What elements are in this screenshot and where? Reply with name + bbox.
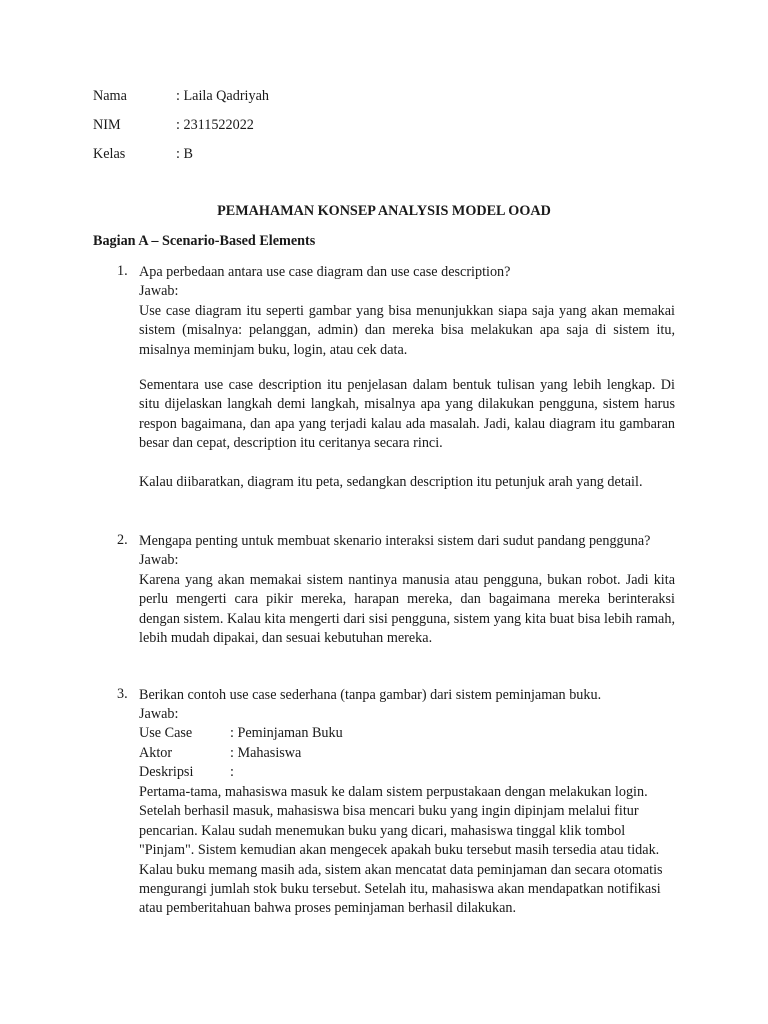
- kelas-label: Kelas: [93, 146, 126, 162]
- section-heading: Bagian A – Scenario-Based Elements: [93, 233, 316, 249]
- aktor-value: : Mahasiswa: [230, 745, 302, 761]
- q1-answer-p2-block: [139, 376, 675, 454]
- q1-jawab: Jawab:: [139, 283, 179, 300]
- deskripsi-label: Deskripsi: [139, 764, 194, 780]
- q1-question: Apa perbedaan antara use case diagram dan use case description?: [139, 264, 511, 280]
- q3-question: Berikan contoh use case sederhana (tanpa gambar) dari sistem peminjaman buku.: [139, 687, 602, 703]
- q1-block: [139, 263, 675, 360]
- usecase-label: Use Case: [139, 725, 193, 741]
- q2-answer-p1: Karena yang akan memakai sistem nantinya manusia atau pengguna, bukan robot. Jadi kita perlu mengerti cara pikir mereka, harapan mereka, dan bagaimana mereka berinteraksi dengan sistem. Kalau kita mengerti dari sisi pengguna, sistem yang kita buat bisa lebih ramah, lebih mudah dipakai, dan sesuai kebutuhan mereka.: [139, 571, 675, 647]
- q1-answer-p3: Kalau diibaratkan, diagram itu peta, sedangkan description itu petunjuk arah yang detail.: [139, 474, 643, 490]
- q3-jawab: Jawab:: [139, 706, 179, 723]
- nama-value: : Laila Qadriyah: [176, 88, 269, 104]
- q1-answer-p1: Use case diagram itu seperti gambar yang bisa menunjukkan siapa saja yang akan memakai sistem (misalnya: pelanggan, admin) dan mereka bisa melakukan apa saja di sistem itu, misalnya meminjam buku, login, atau cek data.: [139, 302, 675, 358]
- q1-number: 1.: [117, 263, 128, 279]
- usecase-value: : Peminjaman Buku: [230, 725, 343, 741]
- q2-jawab: Jawab:: [139, 552, 179, 569]
- q3-answer-block: [139, 783, 675, 919]
- aktor-label: Aktor: [139, 745, 173, 761]
- nim-value: : 2311522022: [176, 117, 254, 133]
- q1-answer-p3-block: [139, 473, 675, 492]
- document-title: PEMAHAMAN KONSEP ANALYSIS MODEL OOAD: [217, 203, 551, 219]
- q2-number: 2.: [117, 532, 128, 548]
- nim-label: NIM: [93, 117, 121, 133]
- q3-answer-p1: Pertama-tama, mahasiswa masuk ke dalam sistem perpustakaan dengan melakukan login. Setelah berhasil masuk, mahasiswa bisa mencari buku yang ingin dipinjam melalui fitur pencarian. Kalau sudah menemukan buku yang dicari, mahasiswa tinggal klik tombol "Pinjam". Sistem kemudian akan mengecek apakah buku tersebut masih tersedia atau tidak. Kalau buku memang masih ada, sistem akan mencatat data peminjaman dan secara otomatis mengurangi jumlah stok buku tersebut. Setelah itu, mahasiswa akan mendapatkan notifikasi atau pemberitahuan bahwa proses peminjaman berhasil dilakukan.: [139, 784, 663, 917]
- kelas-value: : B: [176, 146, 193, 162]
- q3-number: 3.: [117, 686, 128, 702]
- q2-question: Mengapa penting untuk membuat skenario interaksi sistem dari sudut pandang pengguna?: [139, 533, 651, 549]
- q3-block: [139, 686, 675, 725]
- deskripsi-value: :: [230, 764, 234, 780]
- q2-block: [139, 532, 675, 648]
- q1-answer-p2: Sementara use case description itu penjelasan dalam bentuk tulisan yang lebih lengkap. Di situ dijelaskan langkah demi langkah, misalnya apa yang dilakukan pengguna, sistem harus respon bagaimana, dan apa yang terjadi kalau ada masalah. Jadi, kalau diagram itu gambaran besar dan cepat, description itu ceritanya secara rinci.: [139, 377, 675, 452]
- nama-label: Nama: [93, 88, 127, 104]
